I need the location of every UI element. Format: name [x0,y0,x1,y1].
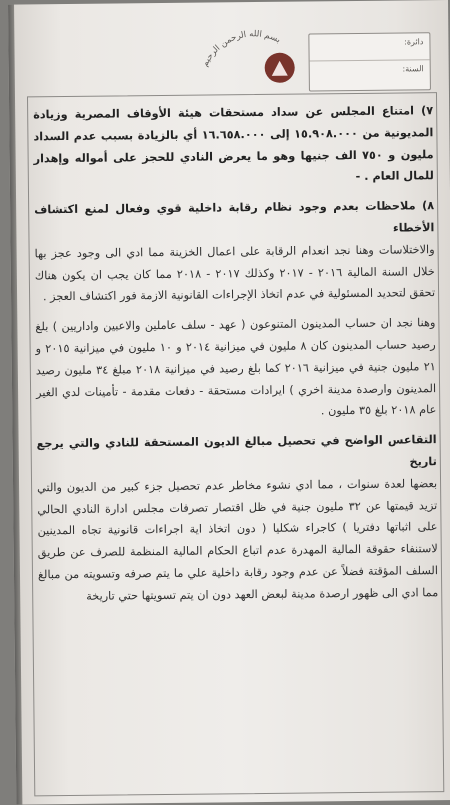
form-row-year [310,60,430,87]
item-8-paragraph: والاختلاسات وهنا نجد انعدام الرقابة على اعمال الخزينة مما ادي الى وجود عجز بها خلال السنة المالية ٢٠١٦ - ٢٠١٧ وكذلك ٢٠١٧ - ٢٠١٨ مما كان يجب ان يكون هناك تحقق لتحديد المسئولية في عدم اتخاذ الإجراءات القانونية الازمة فور اكتشاف العجز . [34,242,436,304]
form-label-year: السنة: [402,64,424,74]
basmala-text: بسم الله الرحمن الرحيم [200,29,283,69]
report-body [33,100,439,704]
binding-spine [8,5,22,805]
document-page [8,0,450,805]
collection-failure-heading: التقاعس الواضح في تحصيل مبالغ الديون المستحقة للنادي والتي يرجع تاريخ [36,433,437,469]
letterhead-logo [193,15,314,94]
reference-box [308,32,431,91]
item-8-heading: ٨) ملاحظات بعدم وجود نظام رقابة داخلية قوي وفعال لمنع اكتشاف الأخطاء [34,199,435,235]
collection-failure-paragraph: بعضها لعدة سنوات ، مما ادي نشوء مخاطر عدم تحصيل جزء كبير من الديون والتي تزيد قيمتها عن ٣٢ مليون جنية في ظل اقتصار تصرفات مجلس ادارة النادي الحالي على اثباتها دفتريا ) كاجراء شكليا ( دون اتخاذ اية اجراءات قانونية تجاه المدينين لاستنفاء حقوقة المالية المهدرة عدم اتباع الحكام المالية المنظمة للصرف عن طريق السلف المؤقتة فضلاً عن عدم وجود رقابة داخلية علي ما يتم صرفه وتسويته من مبالغ مما ادي الى ظهور ارصدة مدينة لبعض العهد دون ان يتم تسويتها حتي تاريخة [37,476,439,603]
form-row-circle [309,33,429,61]
item-7-paragraph: ٧) امتناع المجلس عن سداد مستحقات هيئة الأوقاف المصرية وزيادة المديونية من ١٥.٩٠٨.٠٠٠ إلى ١٦.٦٥٨.٠٠٠ أي بالزيادة بسبب عدم السداد مليون و ٧٥٠ الف جنيها وهو ما يعرض النادي للحجز على أمواله وإهدار للمال العام . - [33,104,434,184]
debtors-paragraph: وهنا نجد ان حساب المدينون المتنوعون ( عهد - سلف عاملين والاعبين واداريين ) بلغ رصيد حساب المدينون كان ٨ مليون في ميزانية ٢٠١٤ و ١٠ مليون في ميزانية ٢٠١٥ و ٢١ مليون جنية في ميزانية ٢٠١٦ كما بلغ رصيد في ميزانية ٢٠١٨ مبلغ ٣٤ مليون رصيد المدينون وارصدة مدينة اخري ) ايرادات مستحقة - دفعات مقدمة - تأمينات لدي الغير عام ٢٠١٨ بلغ ٣٥ مليون . [35,316,437,418]
form-label-circle: دائرة: [404,37,424,47]
